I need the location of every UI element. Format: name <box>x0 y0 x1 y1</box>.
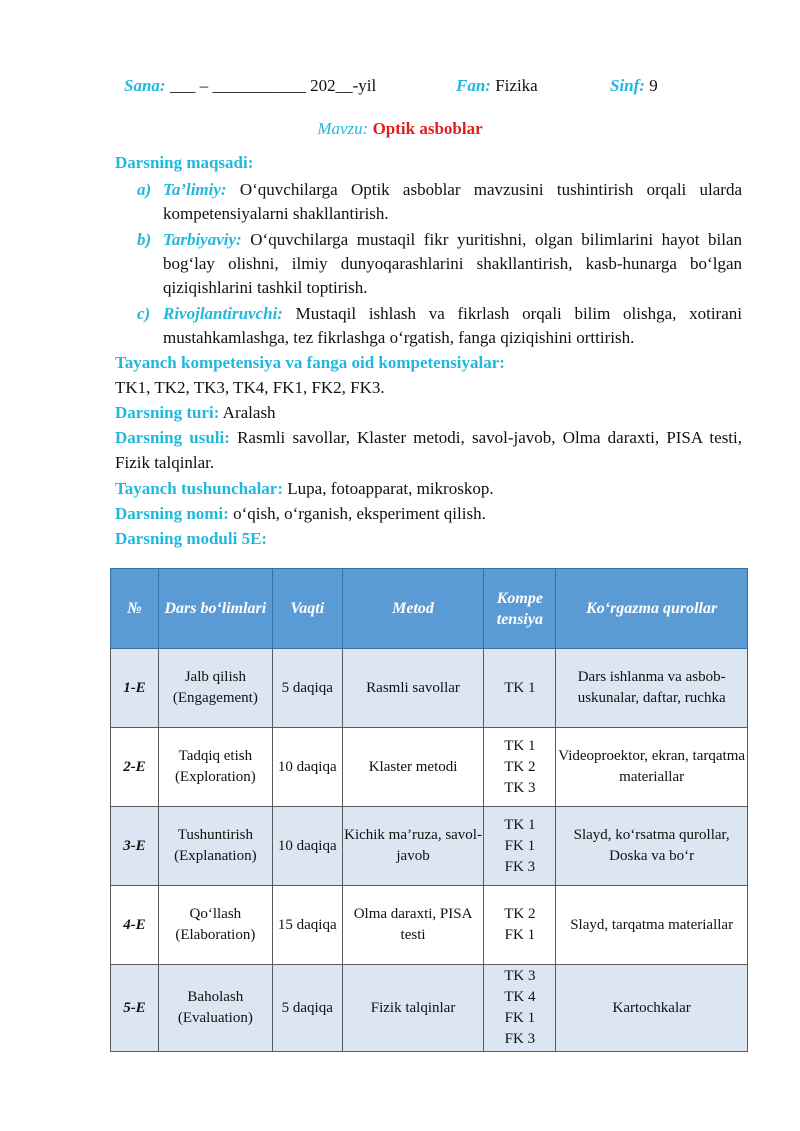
topic-label: Mavzu: <box>317 119 369 138</box>
cell-method: Kichik ma’ruza, savol-javob <box>342 807 484 886</box>
cell-time: 5 daqiqa <box>272 965 342 1052</box>
table-row <box>111 886 748 965</box>
cell-section: Baholash (Evaluation) <box>158 965 272 1052</box>
cell-number: 2-E <box>111 728 159 807</box>
lesson-type-label: Darsning turi: <box>115 403 220 422</box>
goal-letter: a) <box>137 180 152 199</box>
grade-label: Sinf: <box>610 76 645 95</box>
grade-field <box>610 76 658 96</box>
cell-competence: TK 3 TK 4 FK 1 FK 3 <box>484 965 556 1052</box>
cell-tools: Videoproektor, ekran, tarqatma materiallar <box>556 728 748 807</box>
lesson-method <box>115 425 742 475</box>
goal-item-a <box>137 178 742 226</box>
goal-label: Ta’limiy: <box>163 180 227 199</box>
module-table <box>110 568 748 1052</box>
cell-section: Jalb qilish (Engagement) <box>158 649 272 728</box>
subject-value: Fizika <box>495 76 538 95</box>
cell-time: 15 daqiqa <box>272 886 342 965</box>
module-heading: Darsning moduli 5E: <box>115 529 268 548</box>
lesson-type <box>115 400 742 425</box>
cell-number: 5-E <box>111 965 159 1052</box>
goal-label: Rivojlantiruvchi: <box>163 304 283 323</box>
cell-method: Fizik talqinlar <box>342 965 484 1052</box>
lesson-method-value: Rasmli savollar, Klaster metodi, savol-javob, Olma daraxti, PISA testi, Fizik talqinlar. <box>115 428 743 472</box>
goal-label: Tarbiyaviy: <box>163 230 242 249</box>
topic-line <box>0 119 800 139</box>
table-row <box>111 965 748 1052</box>
cell-section: Tushuntirish (Explanation) <box>158 807 272 886</box>
cell-section: Qo‘llash (Elaboration) <box>158 886 272 965</box>
date-value: ___ – ___________ 202__-yil <box>169 76 377 95</box>
cell-competence: TK 1 TK 2 TK 3 <box>484 728 556 807</box>
goal-letter: b) <box>137 230 152 249</box>
table-row <box>111 728 748 807</box>
goal-item-b <box>137 228 742 300</box>
column-header: Dars bo‘limlari <box>158 569 272 649</box>
competencies-heading: Tayanch kompetensiya va fanga oid kompetensiyalar: <box>115 353 505 372</box>
cell-method: Klaster metodi <box>342 728 484 807</box>
topic-title: Optik asboblar <box>372 119 483 138</box>
cell-number: 3-E <box>111 807 159 886</box>
cell-section: Tadqiq etish (Exploration) <box>158 728 272 807</box>
cell-method: Rasmli savollar <box>342 649 484 728</box>
cell-tools: Kartochkalar <box>556 965 748 1052</box>
competencies-list: TK1, TK2, TK3, TK4, FK1, FK2, FK3. <box>115 378 385 397</box>
column-header: Kompe tensiya <box>484 569 556 649</box>
lesson-form-value: o‘qish, o‘rganish, eksperiment qilish. <box>228 504 486 523</box>
table-row <box>111 807 748 886</box>
cell-method: Olma daraxti, PISA testi <box>342 886 484 965</box>
cell-time: 5 daqiqa <box>272 649 342 728</box>
column-header: Metod <box>342 569 484 649</box>
column-header: Vaqti <box>272 569 342 649</box>
cell-time: 10 daqiqa <box>272 728 342 807</box>
cell-competence: TK 2 FK 1 <box>484 886 556 965</box>
goal-text: Mustaqil ishlash va fikrlash orqali bilim olishga, xotirani mustahkamlashga, tez fikrlashga o‘rgatish, fanga qiziqishini orttirish. <box>163 304 742 347</box>
cell-tools: Dars ishlanma va asbob-uskunalar, daftar, ruchka <box>556 649 748 728</box>
goal-text: O‘quvchilarga mustaqil fikr yuritishni, olgan bilimlarini hayot bilan bog‘lay olishni, ilmiy dunyoqarashlarini shakllantirish, kasb-hunarga bo‘lgan qiziqishlarini tashkil toptirish. <box>163 230 742 297</box>
cell-competence: TK 1 <box>484 649 556 728</box>
goal-letter: c) <box>137 304 151 323</box>
column-header: Ko‘rgazma qurollar <box>556 569 748 649</box>
subject-label: Fan: <box>456 76 491 95</box>
cell-number: 1-E <box>111 649 159 728</box>
table-header-row <box>111 569 748 649</box>
lesson-type-value: Aralash <box>219 403 276 422</box>
key-concepts-label: Tayanch tushunchalar: <box>115 479 284 498</box>
grade-value: 9 <box>649 76 658 95</box>
key-concepts-value: Lupa, fotoapparat, mikroskop. <box>283 479 494 498</box>
cell-tools: Slayd, tarqatma materiallar <box>556 886 748 965</box>
cell-number: 4-E <box>111 886 159 965</box>
key-concepts <box>115 476 742 501</box>
table-row <box>111 649 748 728</box>
goal-item-c <box>137 302 742 350</box>
cell-tools: Slayd, ko‘rsatma qurollar, Doska va bo‘r <box>556 807 748 886</box>
lesson-form <box>115 501 742 526</box>
lesson-form-label: Darsning nomi: <box>115 504 229 523</box>
subject-field <box>456 76 538 96</box>
date-label: Sana: <box>124 76 166 95</box>
cell-competence: TK 1 FK 1 FK 3 <box>484 807 556 886</box>
goal-text: O‘quvchilarga Optik asboblar mavzusini tushintirish orqali ularda kompetensiyalarni shakllantirish. <box>163 180 742 223</box>
lesson-method-label: Darsning usuli: <box>115 428 230 447</box>
date-field <box>124 76 376 96</box>
cell-time: 10 daqiqa <box>272 807 342 886</box>
column-header: № <box>111 569 159 649</box>
goals-heading: Darsning maqsadi: <box>115 153 254 172</box>
